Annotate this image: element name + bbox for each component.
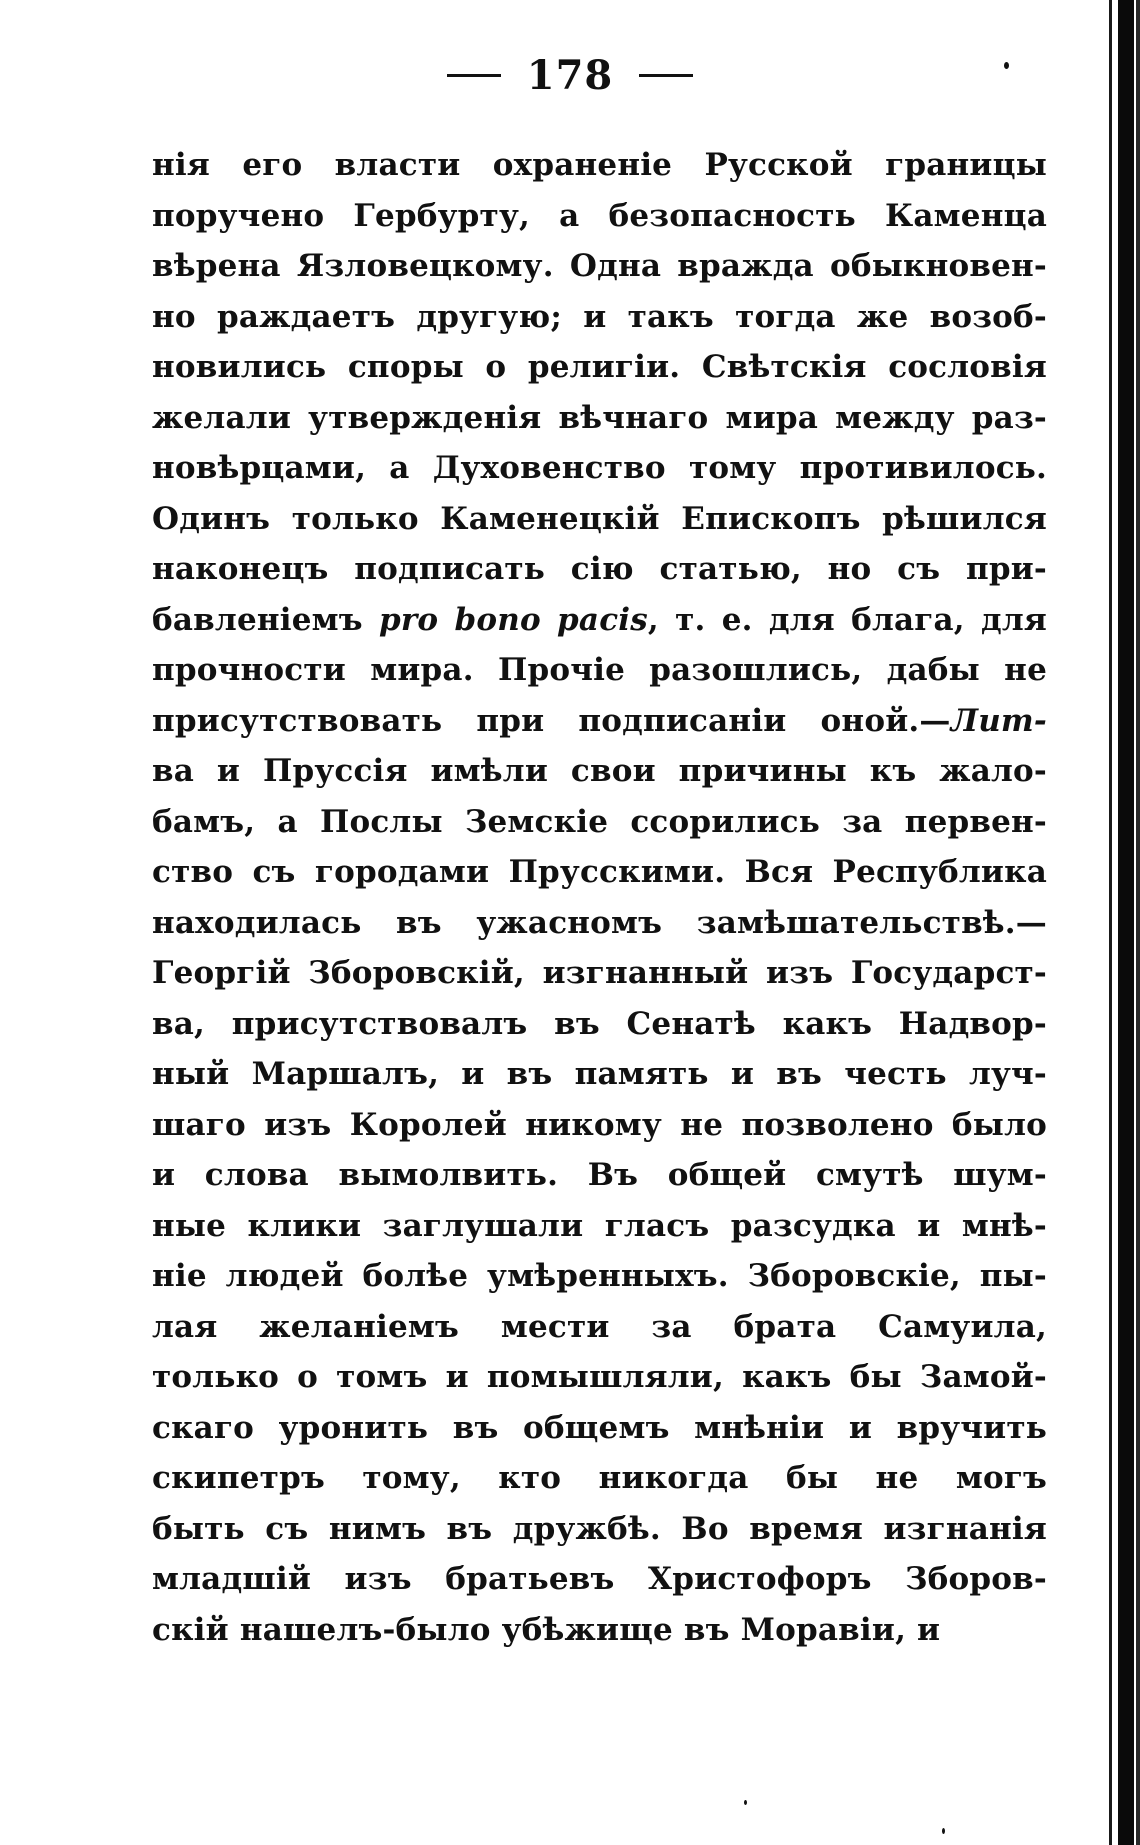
text-line: [152, 645, 1047, 696]
text-line: [152, 342, 1047, 393]
text-line: [152, 1251, 1047, 1302]
text-line: [152, 1352, 1047, 1403]
page-header: [0, 52, 1140, 99]
line-italic-text: Лит-: [950, 702, 1047, 739]
text-line: [152, 494, 1047, 545]
line-text: шаго изъ Королей никому не позволено было: [152, 1106, 1047, 1143]
line-text: новились споры о религіи. Свѣтскія сословія: [152, 349, 1047, 385]
line-text: ные клики заглушали гласъ разсудка и мнѣ-: [152, 1207, 1047, 1244]
line-text: желали утвержденія вѣчнаго мира между раз-: [152, 399, 1047, 436]
header-dash-right: [639, 74, 693, 77]
line-text: поручено Гербурту, а безопасность Каменца: [152, 197, 1047, 234]
text-line: [152, 898, 1047, 949]
text-line: [152, 140, 1047, 191]
text-line: [152, 393, 1047, 444]
text-line: [152, 847, 1047, 898]
text-line: [152, 191, 1047, 242]
header-dash-left: [447, 74, 501, 77]
gutter-rule: [1109, 0, 1112, 1845]
line-text: вѣрена Язловецкому. Одна вражда обыкновен-: [152, 248, 1047, 284]
ink-speck: [942, 1828, 945, 1834]
text-line: [152, 1403, 1047, 1454]
line-text: но раждаетъ другую; и такъ тогда же возоб-: [152, 298, 1047, 335]
line-text: ва, присутствовалъ въ Сенатѣ какъ Надвор-: [152, 1005, 1047, 1042]
line-text: находилась въ ужасномъ замѣшательствѣ.—: [152, 904, 1047, 941]
line-text: скаго уронить въ общемъ мнѣніи и вручить: [152, 1409, 1047, 1446]
body-text: [152, 140, 1047, 1655]
line-text: прочности мира. Прочіе разошлись, дабы не: [152, 652, 1047, 688]
line-text: только о томъ и помышляли, какъ бы Замой-: [152, 1359, 1047, 1395]
line-italic-text: pro bono pacis: [378, 601, 648, 638]
line-text: и слова вымолвить. Въ общей смутѣ шум-: [152, 1157, 1047, 1193]
line-text: Одинъ только Каменецкій Епископъ рѣшился: [152, 500, 1047, 537]
text-line: [152, 1100, 1047, 1151]
line-text: ніе людей болѣе умѣренныхъ. Зборовскіе, пы-: [152, 1258, 1047, 1294]
line-text: наконецъ подписать сію статью, но съ при-: [152, 551, 1047, 587]
ink-speck: [744, 1800, 747, 1805]
line-text: ный Маршалъ, и въ память и въ честь луч-: [152, 1056, 1047, 1092]
page-number: 178: [526, 52, 614, 99]
ink-speck: [1004, 62, 1009, 69]
line-text: бавленіемъ: [152, 601, 379, 638]
text-line: [152, 797, 1047, 848]
gutter-outer-rule: [1136, 0, 1140, 1845]
text-line: [152, 595, 1047, 646]
text-line: [152, 292, 1047, 343]
text-line: [152, 241, 1047, 292]
book-gutter-edge: [1112, 0, 1140, 1845]
text-line: [152, 1453, 1047, 1504]
line-text: лая желаніемъ мести за брата Самуила,: [152, 1308, 1047, 1345]
text-line: [152, 746, 1047, 797]
line-text: присутствовать при подписаніи оной.—: [152, 702, 951, 739]
line-text: быть съ нимъ въ дружбѣ. Во время изгнанія: [152, 1510, 1047, 1547]
text-line: [152, 1049, 1047, 1100]
line-text: скипетръ тому, кто никогда бы не могъ: [152, 1460, 1047, 1496]
line-text: нія его власти охраненіе Русской границы: [152, 147, 1047, 183]
text-line: [152, 696, 1047, 747]
text-line: [152, 1150, 1047, 1201]
text-line: [152, 1302, 1047, 1353]
text-line: [152, 443, 1047, 494]
line-text: ва и Пруссія имѣли свои причины къ жало-: [152, 753, 1047, 789]
line-text: новѣрцами, а Духовенство тому противилось.: [152, 450, 1047, 486]
line-text: Георгій Зборовскій, изгнанный изъ Государст-: [152, 955, 1047, 991]
line-text: младшій изъ братьевъ Христофоръ Зборов-: [152, 1561, 1047, 1597]
line-text: скій нашелъ-было убѣжище въ Моравіи, и: [152, 1611, 941, 1648]
text-line: [152, 544, 1047, 595]
line-text-tail: , т. е. для блага, для: [647, 601, 1047, 638]
text-line: [152, 999, 1047, 1050]
text-line: [152, 1554, 1047, 1605]
line-text: ство съ городами Прусскими. Вся Республика: [152, 854, 1047, 890]
text-line: [152, 1201, 1047, 1252]
text-line: [152, 1605, 1047, 1656]
text-line: [152, 1504, 1047, 1555]
line-text: бамъ, а Послы Земскіе ссорились за первен-: [152, 803, 1047, 840]
gutter-shadow: [1118, 0, 1134, 1845]
text-line: [152, 948, 1047, 999]
